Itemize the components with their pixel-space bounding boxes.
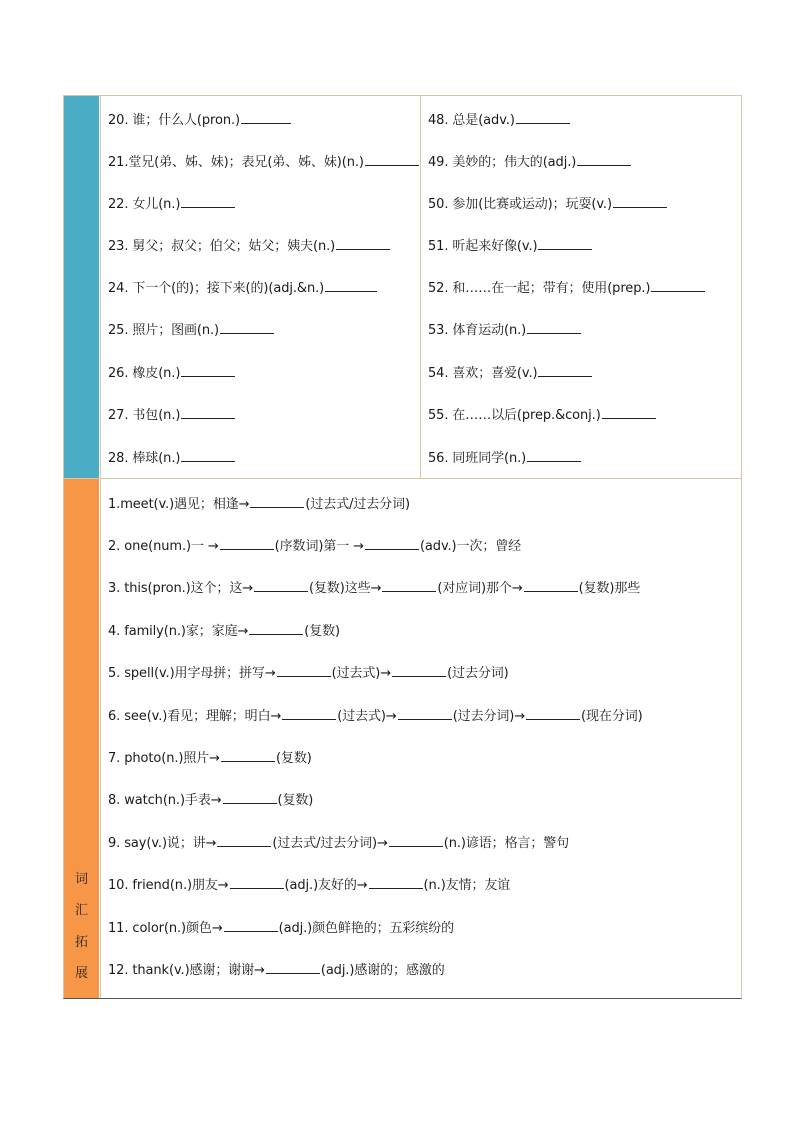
expansion-column [100,479,743,998]
answer-blank[interactable] [651,278,705,292]
vocab-side-bar [64,96,99,478]
answer-blank[interactable] [266,960,320,974]
answer-blank[interactable] [217,833,271,847]
answer-blank[interactable] [538,363,592,377]
answer-blank[interactable] [220,536,274,550]
vocab-item-27: 27. 书包(n.) [108,405,236,424]
expansion-side-bar [64,479,99,998]
worksheet [63,95,742,999]
vocab-item-55: 55. 在……以后(prep.&conj.) [428,405,657,424]
vocab-left-column [100,96,421,478]
answer-blank[interactable] [365,152,419,166]
vocab-item-23: 23. 舅父；叔父；伯父；姑父；姨夫(n.) [108,236,391,255]
answer-blank[interactable] [382,578,436,592]
answer-blank[interactable] [325,278,377,292]
vocab-item-50: 50. 参加(比赛或运动)；玩耍(v.) [428,194,668,213]
answer-blank[interactable] [230,875,284,889]
answer-blank[interactable] [181,194,235,208]
answer-blank[interactable] [336,236,390,250]
expansion-section [63,478,742,999]
answer-blank[interactable] [369,875,423,889]
vocab-item-21: 21.堂兄(弟、姊、妹)；表兄(弟、姊、妹)(n.) [108,152,420,171]
answer-blank[interactable] [181,363,235,377]
vocab-item-51: 51. 听起来好像(v.) [428,236,593,255]
answer-blank[interactable] [516,110,570,124]
expansion-side-label: 词 汇 拓 展 [74,871,88,982]
expand-item-9: 9. say(v.)说；讲→ (过去式/过去分词)→ (n.)谚语；格言；警句 [108,833,569,852]
answer-blank[interactable] [181,448,235,462]
vocab-item-22: 22. 女儿(n.) [108,194,236,213]
answer-blank[interactable] [538,236,592,250]
vocab-right-column [420,96,743,478]
answer-blank[interactable] [221,748,275,762]
vocab-item-49: 49. 美妙的；伟大的(adj.) [428,152,632,171]
answer-blank[interactable] [527,320,581,334]
answer-blank[interactable] [613,194,667,208]
answer-blank[interactable] [365,536,419,550]
expand-item-10: 10. friend(n.)朋友→ (adj.)友好的→ (n.)友情；友谊 [108,875,510,894]
vocab-item-26: 26. 橡皮(n.) [108,363,236,382]
vocab-item-28: 28. 棒球(n.) [108,448,236,467]
vocab-section [63,95,742,478]
expand-item-12: 12. thank(v.)感谢；谢谢→ (adj.)感谢的；感激的 [108,960,445,979]
answer-blank[interactable] [249,621,303,635]
vocab-item-48: 48. 总是(adv.) [428,110,571,129]
answer-blank[interactable] [277,663,331,677]
answer-blank[interactable] [254,578,308,592]
answer-blank[interactable] [241,110,291,124]
answer-blank[interactable] [602,405,656,419]
answer-blank[interactable] [527,448,581,462]
expand-item-8: 8. watch(n.)手表→ (复数) [108,790,313,809]
vocab-item-25: 25. 照片；图画(n.) [108,320,275,339]
answer-blank[interactable] [224,918,278,932]
expand-item-2: 2. one(num.)一 → (序数词)第一 → (adv.)一次；曾经 [108,536,521,555]
vocab-item-56: 56. 同班同学(n.) [428,448,582,467]
answer-blank[interactable] [220,320,274,334]
vocab-item-54: 54. 喜欢；喜爱(v.) [428,363,593,382]
expand-item-1: 1.meet(v.)遇见；相逢→ (过去式/过去分词) [108,494,410,513]
answer-blank[interactable] [392,663,446,677]
expand-item-6: 6. see(v.)看见；理解；明白→ (过去式)→ (过去分词)→ (现在分词) [108,706,643,725]
answer-blank[interactable] [398,706,452,720]
vocab-item-20: 20. 谁；什么人(pron.) [108,110,292,129]
expand-item-3: 3. this(pron.)这个；这→ (复数)这些→ (对应词)那个→ (复数)那些 [108,578,640,597]
answer-blank[interactable] [389,833,443,847]
answer-blank[interactable] [282,706,336,720]
answer-blank[interactable] [250,494,304,508]
answer-blank[interactable] [181,405,235,419]
expand-item-7: 7. photo(n.)照片→ (复数) [108,748,312,767]
expand-item-4: 4. family(n.)家；家庭→ (复数) [108,621,340,640]
vocab-item-52: 52. 和……在一起；带有；使用(prep.) [428,278,706,297]
expand-item-5: 5. spell(v.)用字母拼；拼写→ (过去式)→ (过去分词) [108,663,509,682]
answer-blank[interactable] [524,578,578,592]
answer-blank[interactable] [223,790,277,804]
vocab-item-53: 53. 体育运动(n.) [428,320,582,339]
answer-blank[interactable] [526,706,580,720]
expand-item-11: 11. color(n.)颜色→ (adj.)颜色鲜艳的；五彩缤纷的 [108,918,454,937]
vocab-item-24: 24. 下一个(的)；接下来(的)(adj.&n.) [108,278,378,297]
answer-blank[interactable] [577,152,631,166]
